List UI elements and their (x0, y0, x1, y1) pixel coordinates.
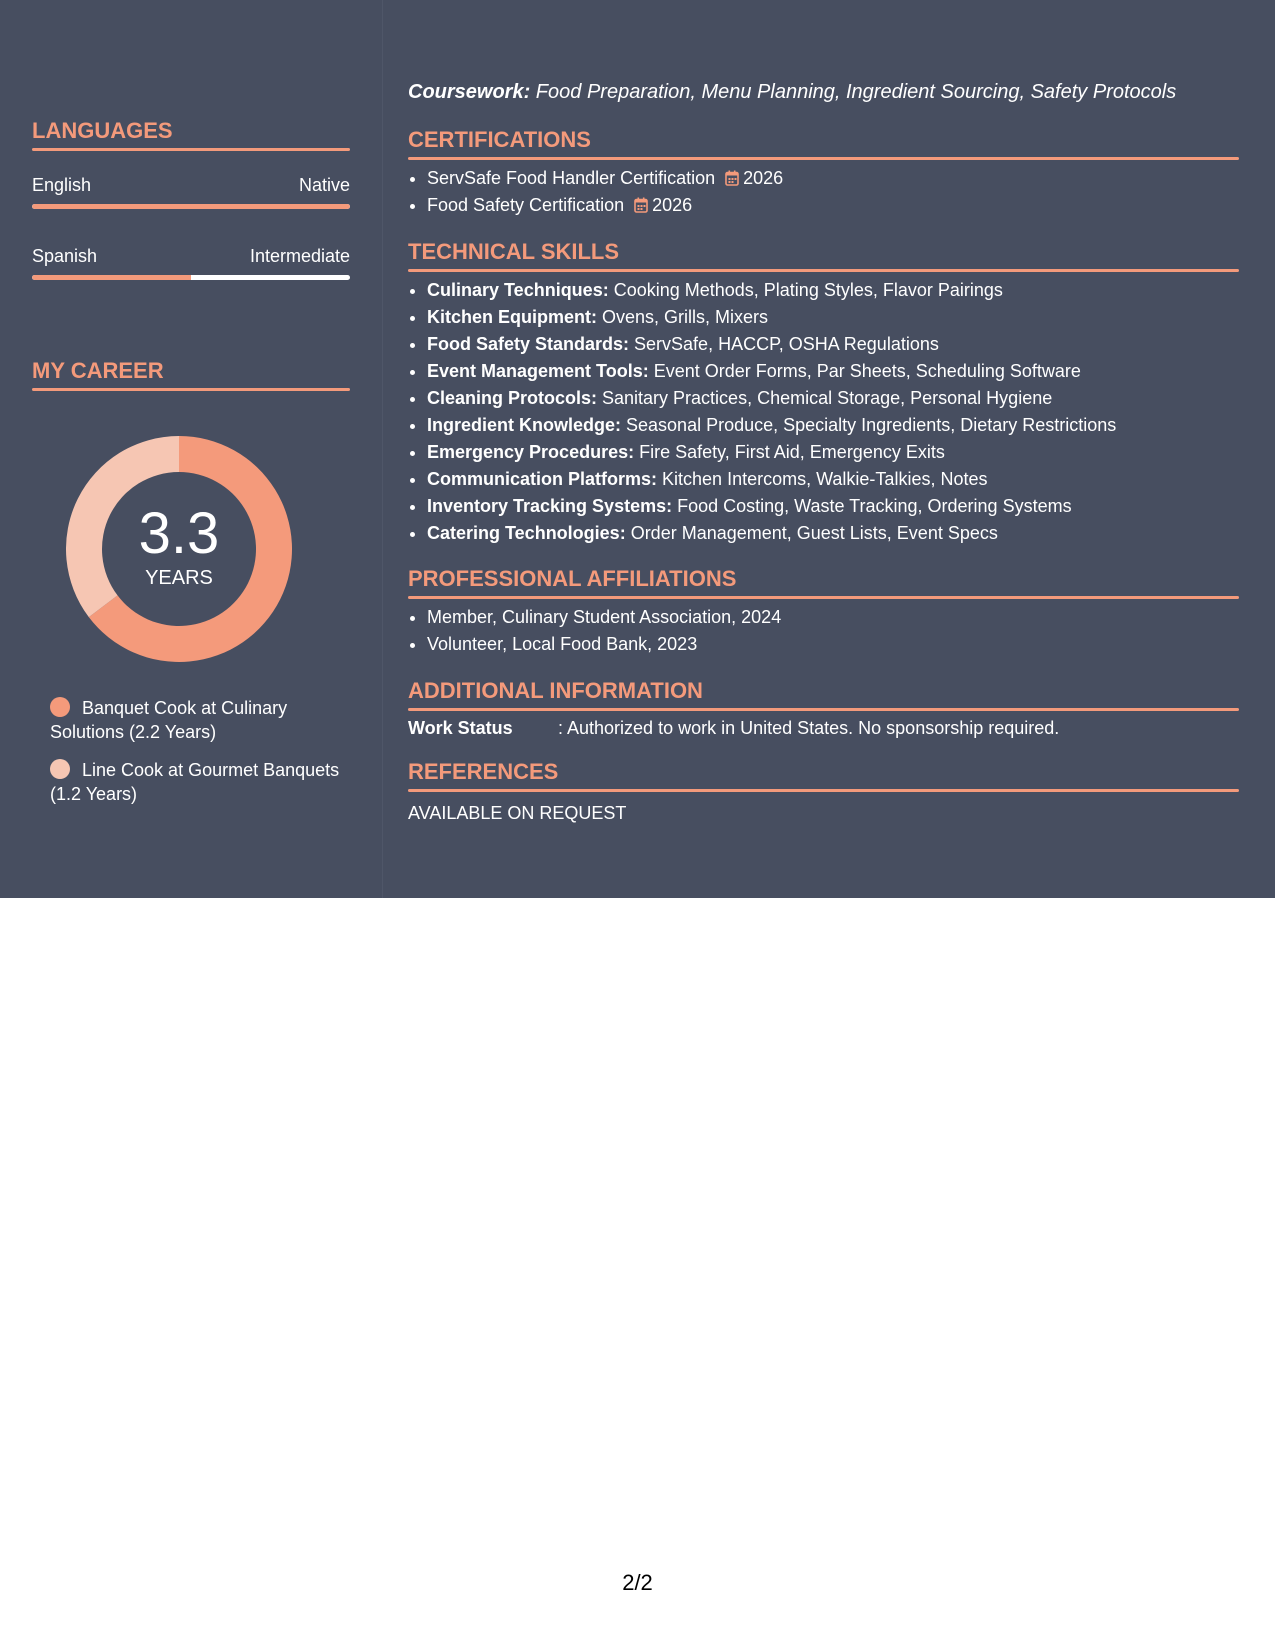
calendar-icon (634, 197, 648, 213)
coursework-line (408, 80, 1239, 104)
additional-info-title: ADDITIONAL INFORMATION (408, 678, 703, 703)
career-legend-item (50, 758, 340, 806)
references-rule (408, 789, 1239, 792)
certification-year: 2026 (652, 195, 693, 215)
skill-value: Cooking Methods, Plating Styles, Flavor Pairings (608, 280, 1003, 300)
additional-info-section (408, 678, 1239, 739)
career-rule (32, 388, 350, 391)
skill-label: Communication Platforms: (427, 469, 658, 489)
skill-value: Seasonal Produce, Specialty Ingredients, Dietary Restrictions (621, 415, 1117, 435)
additional-info-rule (408, 708, 1239, 711)
certification-year: 2026 (743, 168, 784, 188)
skill-label: Cleaning Protocols: (427, 388, 598, 408)
skill-value: Food Costing, Waste Tracking, Ordering Systems (672, 496, 1072, 516)
work-status-row (408, 717, 1239, 739)
technical-skills-list (408, 277, 1239, 547)
language-proficiency-fill (32, 275, 191, 280)
languages-section (32, 118, 350, 280)
career-donut-chart (66, 436, 292, 662)
coursework-text: Food Preparation, Menu Planning, Ingredient Sourcing, Safety Protocols (530, 81, 1177, 103)
career-legend (50, 696, 340, 820)
technical-skills-section (408, 239, 1239, 547)
work-status-label: Work Status (408, 718, 513, 738)
languages-title: LANGUAGES (32, 118, 173, 143)
skill-value: Order Management, Guest Lists, Event Specs (625, 523, 998, 543)
affiliation-item: • Volunteer, Local Food Bank, 2023 (427, 631, 1239, 658)
language-name: English (32, 175, 92, 195)
certification-item (427, 165, 1239, 192)
page-number: 2/2 (622, 1570, 653, 1595)
certifications-list (408, 165, 1239, 219)
language-name: Spanish (32, 246, 98, 266)
language-proficiency-bar (32, 204, 350, 209)
skill-label: Catering Technologies: (427, 523, 626, 543)
career-total-unit: YEARS (145, 567, 213, 589)
skill-label: Ingredient Knowledge: (427, 415, 622, 435)
legend-dot-icon (50, 759, 70, 779)
skill-value: Kitchen Intercoms, Walkie-Talkies, Notes (657, 469, 988, 489)
skill-item (427, 277, 1239, 304)
skill-item (427, 439, 1239, 466)
career-legend-item (50, 696, 340, 744)
career-total-years: 3.3 (138, 501, 220, 566)
certifications-rule (408, 157, 1239, 160)
certification-name: Food Safety Certification (427, 195, 625, 215)
certifications-section (408, 127, 1239, 219)
skill-item (427, 466, 1239, 493)
affiliation-item: • Member, Culinary Student Association, 2024 (427, 604, 1239, 631)
skill-value: Ovens, Grills, Mixers (597, 307, 769, 327)
references-section (408, 759, 1239, 824)
skill-value: Sanitary Practices, Chemical Storage, Personal Hygiene (597, 388, 1053, 408)
technical-skills-rule (408, 269, 1239, 272)
skill-value: ServSafe, HACCP, OSHA Regulations (629, 334, 939, 354)
skill-label: Emergency Procedures: (427, 442, 635, 462)
career-legend-label: Line Cook at Gourmet Banquets (1.2 Years) (50, 760, 340, 804)
skill-item (427, 520, 1239, 547)
skill-label: Food Safety Standards: (427, 334, 630, 354)
skill-item (427, 385, 1239, 412)
skill-value: Fire Safety, First Aid, Emergency Exits (634, 442, 945, 462)
skill-item (427, 358, 1239, 385)
skill-label: Culinary Techniques: (427, 280, 609, 300)
coursework-label: Coursework: (408, 81, 531, 103)
certification-name: ServSafe Food Handler Certification (427, 168, 716, 188)
skill-item (427, 304, 1239, 331)
language-proficiency-fill (32, 204, 350, 209)
affiliations-list (408, 604, 1239, 658)
certification-item (427, 192, 1239, 219)
language-proficiency-bar (32, 275, 350, 280)
certifications-title: CERTIFICATIONS (408, 127, 591, 152)
skill-label: Event Management Tools: (427, 361, 649, 381)
language-level: Native (298, 175, 350, 195)
skill-label: Inventory Tracking Systems: (427, 496, 673, 516)
career-legend-label: Banquet Cook at Culinary Solutions (2.2 Years) (50, 698, 288, 742)
work-status-value: : Authorized to work in United States. No sponsorship required. (558, 718, 1060, 738)
skill-value: Event Order Forms, Par Sheets, Scheduling Software (648, 361, 1081, 381)
technical-skills-title: TECHNICAL SKILLS (408, 239, 620, 264)
language-level: Intermediate (249, 246, 350, 266)
references-title: REFERENCES (408, 759, 559, 784)
skill-item (427, 331, 1239, 358)
languages-rule (32, 148, 350, 151)
career-section (32, 358, 350, 391)
career-title: MY CAREER (32, 358, 164, 383)
language-item-spanish (32, 245, 350, 280)
skill-item (427, 493, 1239, 520)
references-text: AVAILABLE ON REQUEST (408, 803, 627, 823)
affiliations-rule (408, 596, 1239, 599)
language-item-english (32, 174, 350, 209)
donut-center (66, 436, 292, 662)
calendar-icon (725, 170, 739, 186)
column-divider (382, 0, 383, 898)
skill-item (427, 412, 1239, 439)
skill-label: Kitchen Equipment: (427, 307, 597, 327)
affiliations-title: PROFESSIONAL AFFILIATIONS (408, 566, 737, 591)
legend-dot-icon (50, 697, 70, 717)
affiliations-section (408, 566, 1239, 658)
